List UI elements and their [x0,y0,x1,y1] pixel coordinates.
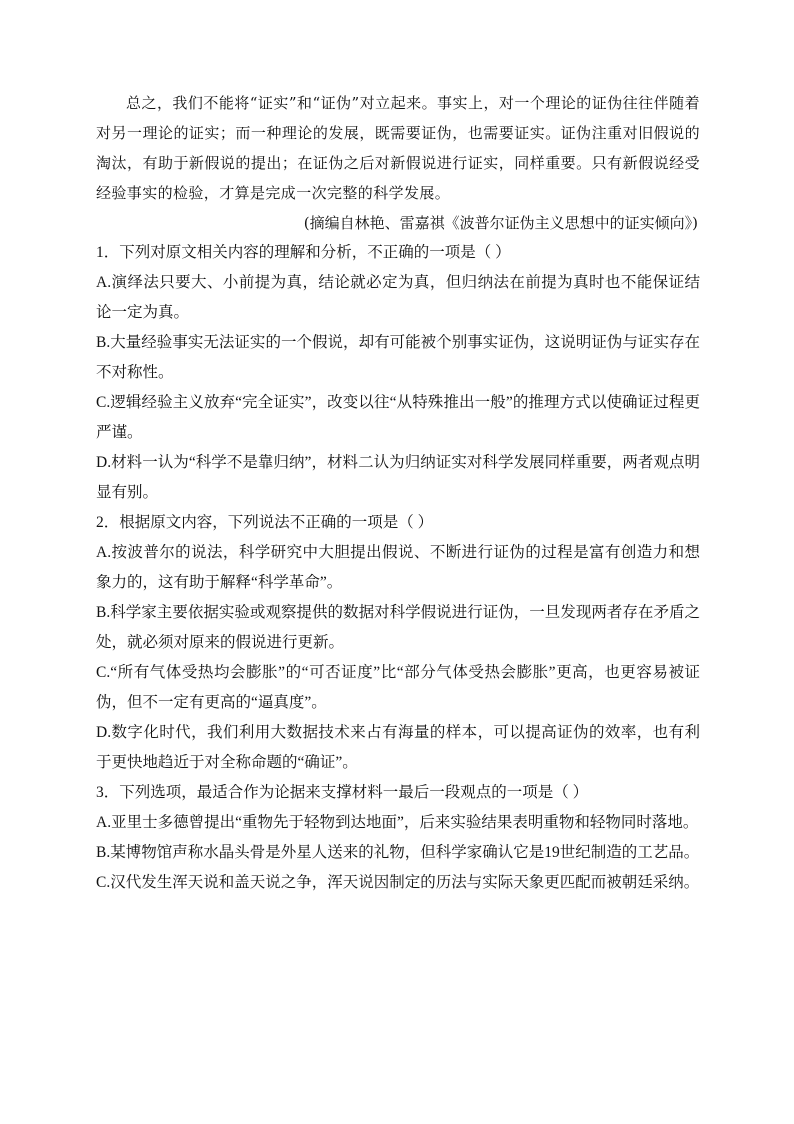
option-d: D.材料一认为“科学不是靠归纳”，材料二认为归纳证实对科学发展同样重要，两者观点明显有别。 [96,454,700,501]
exam-page [96,88,700,898]
question-1 [96,238,700,508]
option-c: C.汉代发生浑天说和盖天说之争，浑天说因制定的历法与实际天象更匹配而被朝廷采纳。 [96,874,700,891]
question-stem: 3．下列选项，最适合作为论据来支撑材料一最后一段观点的一项是（ ） [96,784,589,801]
question-stem: 2．根据原文内容，下列说法不正确的一项是（ ） [96,514,434,531]
passage-paragraph: 总之，我们不能将“证实”和“证伪”对立起来。事实上，对一个理论的证伪往往伴随着对另一理论的证实；而一种理论的发展，既需要证伪，也需要证实。证伪注重对旧假说的淘汰，有助于新假说的提出；在证伪之后对新假说进行证实，同样重要。只有新假说经受经验事实的检验，才算是完成一次完整的科学发展。 [96,94,700,202]
option-c: C.“所有气体受热均会膨胀”的“可否证度”比“部分气体受热会膨胀”更高，也更容易被证伪，但不一定有更高的“逼真度”。 [96,664,700,711]
option-a: A.演绎法只要大、小前提为真，结论就必定为真，但归纳法在前提为真时也不能保证结论一定为真。 [96,274,700,321]
option-a: A.按波普尔的说法，科学研究中大胆提出假说、不断进行证伪的过程是富有创造力和想象力的，这有助于解释“科学革命”。 [96,544,700,591]
option-c: C.逻辑经验主义放弃“完全证实”，改变以往“从特殊推出一般”的推理方式以使确证过程更严谨。 [96,394,700,441]
question-3 [96,778,700,898]
passage-source: (摘编自林艳、雷嘉祺《波普尔证伪主义思想中的证实倾向》) [303,214,698,232]
question-2 [96,508,700,778]
option-b: B.科学家主要依据实验或观察提供的数据对科学假说进行证伪，一旦发现两者存在矛盾之处，就必须对原来的假说进行更新。 [96,604,700,651]
question-stem: 1．下列对原文相关内容的理解和分析，不正确的一项是（ ） [96,244,511,261]
option-d: D.数字化时代，我们利用大数据技术来占有海量的样本，可以提高证伪的效率，也有利于更快地趋近于对全称命题的“确证”。 [96,724,700,771]
option-b: B.大量经验事实无法证实的一个假说，却有可能被个别事实证伪，这说明证伪与证实存在不对称性。 [96,334,700,381]
option-a: A.亚里士多德曾提出“重物先于轻物到达地面”，后来实验结果表明重物和轻物同时落地。 [96,814,699,831]
option-b: B.某博物馆声称水晶头骨是外星人送来的礼物，但科学家确认它是19世纪制造的工艺品。 [96,844,700,861]
